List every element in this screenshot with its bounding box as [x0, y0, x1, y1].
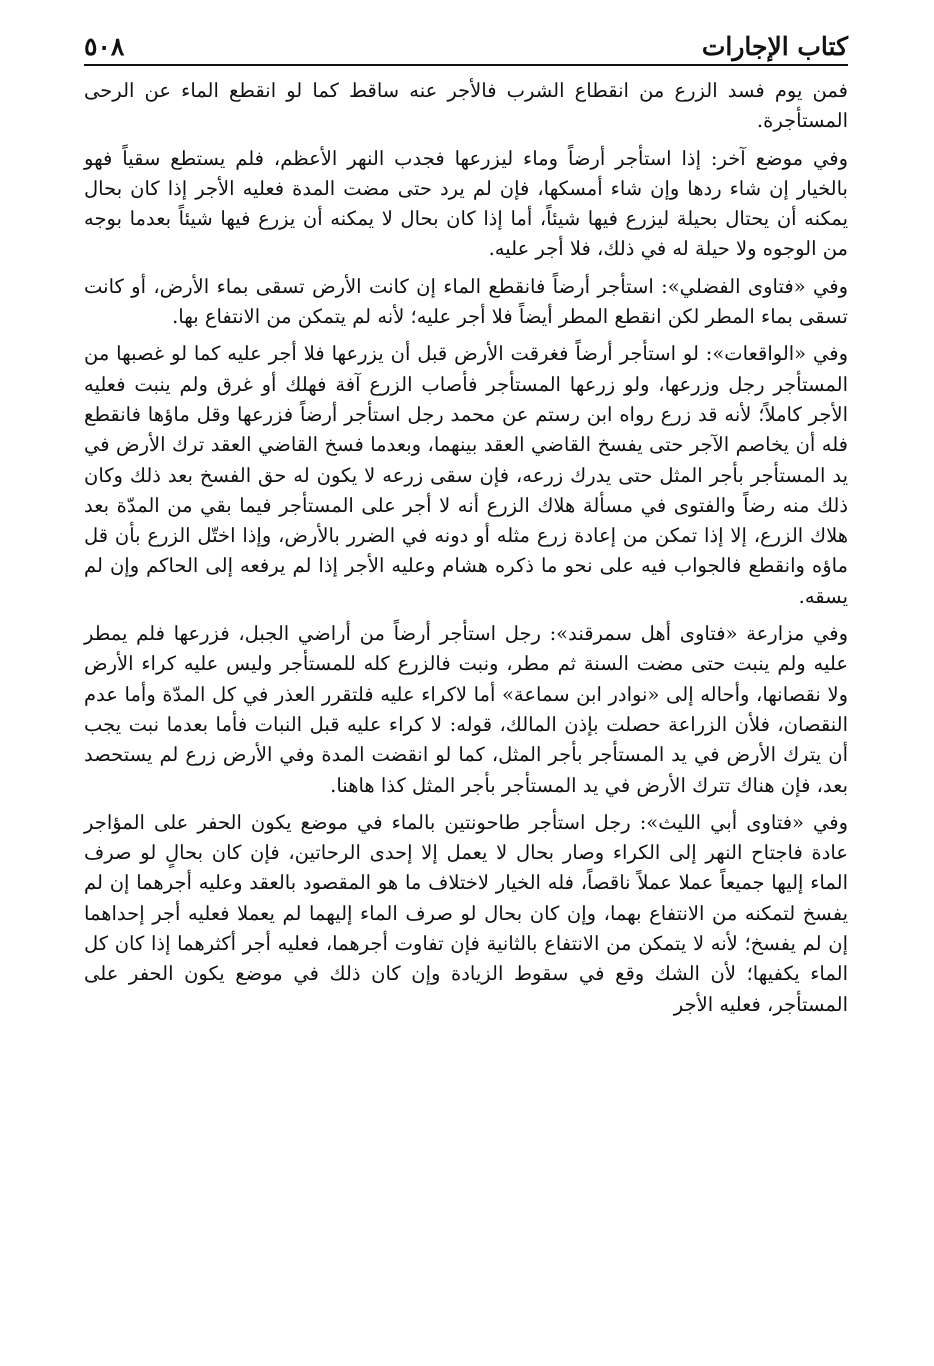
page-header: [84, 30, 848, 66]
paragraph-3: وفي «فتاوى الفضلي»: استأجر أرضاً فانقطع الماء إن كانت الأرض تسقى بماء الأرض، أو كانت تسقى بماء المطر لكن انقطع المطر أيضاً فلا أجر عليه؛ لأنه لم يتمكن من الانتفاع بها.: [84, 274, 848, 329]
paragraph-6: وفي «فتاوى أبي الليث»: رجل استأجر طاحونتين بالماء في موضع يكون الحفر على المؤاجر عادة فاجتاح النهر إلى الكراء وصار بحال لا يعمل إلا إحدى الرحاتين، فإن كان بحالٍ لو صرف الماء إليها جميعاً عملا عملاً ناقصاً، فله الخيار لاختلاف ما هو المقصود بالعقد وعليه أجرهما إن لم يفسخ لتمكنه من الانتفاع بهما، وإن كان بحال لو صرف الماء إليهما لم يعملا فعليه أجر إحداهما إن لم يفسخ؛ لأنه لا يتمكن من الانتفاع بالثانية فإن تفاوت أجرهما، فعليه أجر أكثرهما إذا كان كل الماء يكفيها؛ لأن الشك وقع في سقوط الزيادة وإن كان ذلك في موضع يكون الحفر على المستأجر، فعليه الأجر: [84, 810, 848, 1016]
book-page: [84, 30, 848, 1350]
page-number: ٥٠٨: [84, 32, 125, 61]
paragraph-1: فمن يوم فسد الزرع من انقطاع الشرب فالأجر عنه ساقط كما لو انقطع الماء عن الرحى المستأجرة.: [84, 79, 848, 133]
paragraph-5: وفي مزارعة «فتاوى أهل سمرقند»: رجل استأجر أرضاً من أراضي الجبل، فزرعها فلم يمطر عليه ولم ينبت حتى مضت السنة ثم مطر، ونبت فالزرع كله للمستأجر وليس عليه كراء الأرض ولا نقصانها، وأحاله إلى «نوادر ابن سماعة» أما لاكراء عليه فلتقرر العذر في كل المدّة وأما عدم النقصان، فلأن الزراعة حصلت بإذن المالك، قوله: لا كراء عليه قبل النبات فأما بعدما نبت يجب أن يترك الأرض في يد المستأجر بأجر المثل، كما لو انقضت المدة وفي الأرض زرع لم يستحصد بعد، فإن هناك تترك الأرض في يد المستأجر بأجر المثل كذا هاهنا.: [84, 622, 848, 797]
paragraph-2: وفي موضع آخر: إذا استأجر أرضاً وماء ليزرعها فجدب النهر الأعظم، فلم يستطع سقياً فهو بالخيار إن شاء ردها وإن شاء أمسكها، فإن لم يرد حتى مضت المدة فعليه الأجر إذا كان بحال يمكنه أن يحتال بحيلة ليزرع فيها شيئاً، أما إذا كان بحال لا يمكنه أن يزرع فيها شيئاً بعدما بوجه من الوجوه ولا حيلة له في ذلك، فلا أجر عليه.: [84, 146, 848, 261]
paragraph-4: وفي «الواقعات»: لو استأجر أرضاً فغرقت الأرض قبل أن يزرعها فلا أجر عليه كما لو غصبها من المستأجر رجل وزرعها، ولو زرعها المستأجر فأصاب الزرع آفة فهلك أو غرق ولم ينبت فعليه الأجر كاملاً؛ لأنه قد زرع رواه ابن رستم عن محمد رجل استأجر أرضاً فزرعها وقل ماؤها فانقطع فله أن يخاصم الآجر حتى يفسخ القاضي العقد بينهما، وبعدما فسخ القاضي العقد ترك الأرض في يد المستأجر بأجر المثل حتى يدرك زرعه، فإن سقى زرعه لا يكون له حق الفسخ بعد ذلك وكان ذلك منه رضاً والفتوى في مسألة هلاك الزرع أنه لا أجر على المستأجر فيما بقي من المدّة بعد هلاك الزرع، إلا إذا تمكن من إعادة زرع مثله أو دونه في الضرر بالأرض، وإذا اختّل الزرع بأن قل ماؤه وانقطع فالجواب فيه على نحو ما ذكره هشام وعليه الأجر إذا لم يرفعه إلى الحاكم وإن لم يسقه.: [84, 342, 848, 608]
page-body: [84, 76, 848, 1020]
chapter-title: كتاب الإجارات: [701, 32, 848, 61]
